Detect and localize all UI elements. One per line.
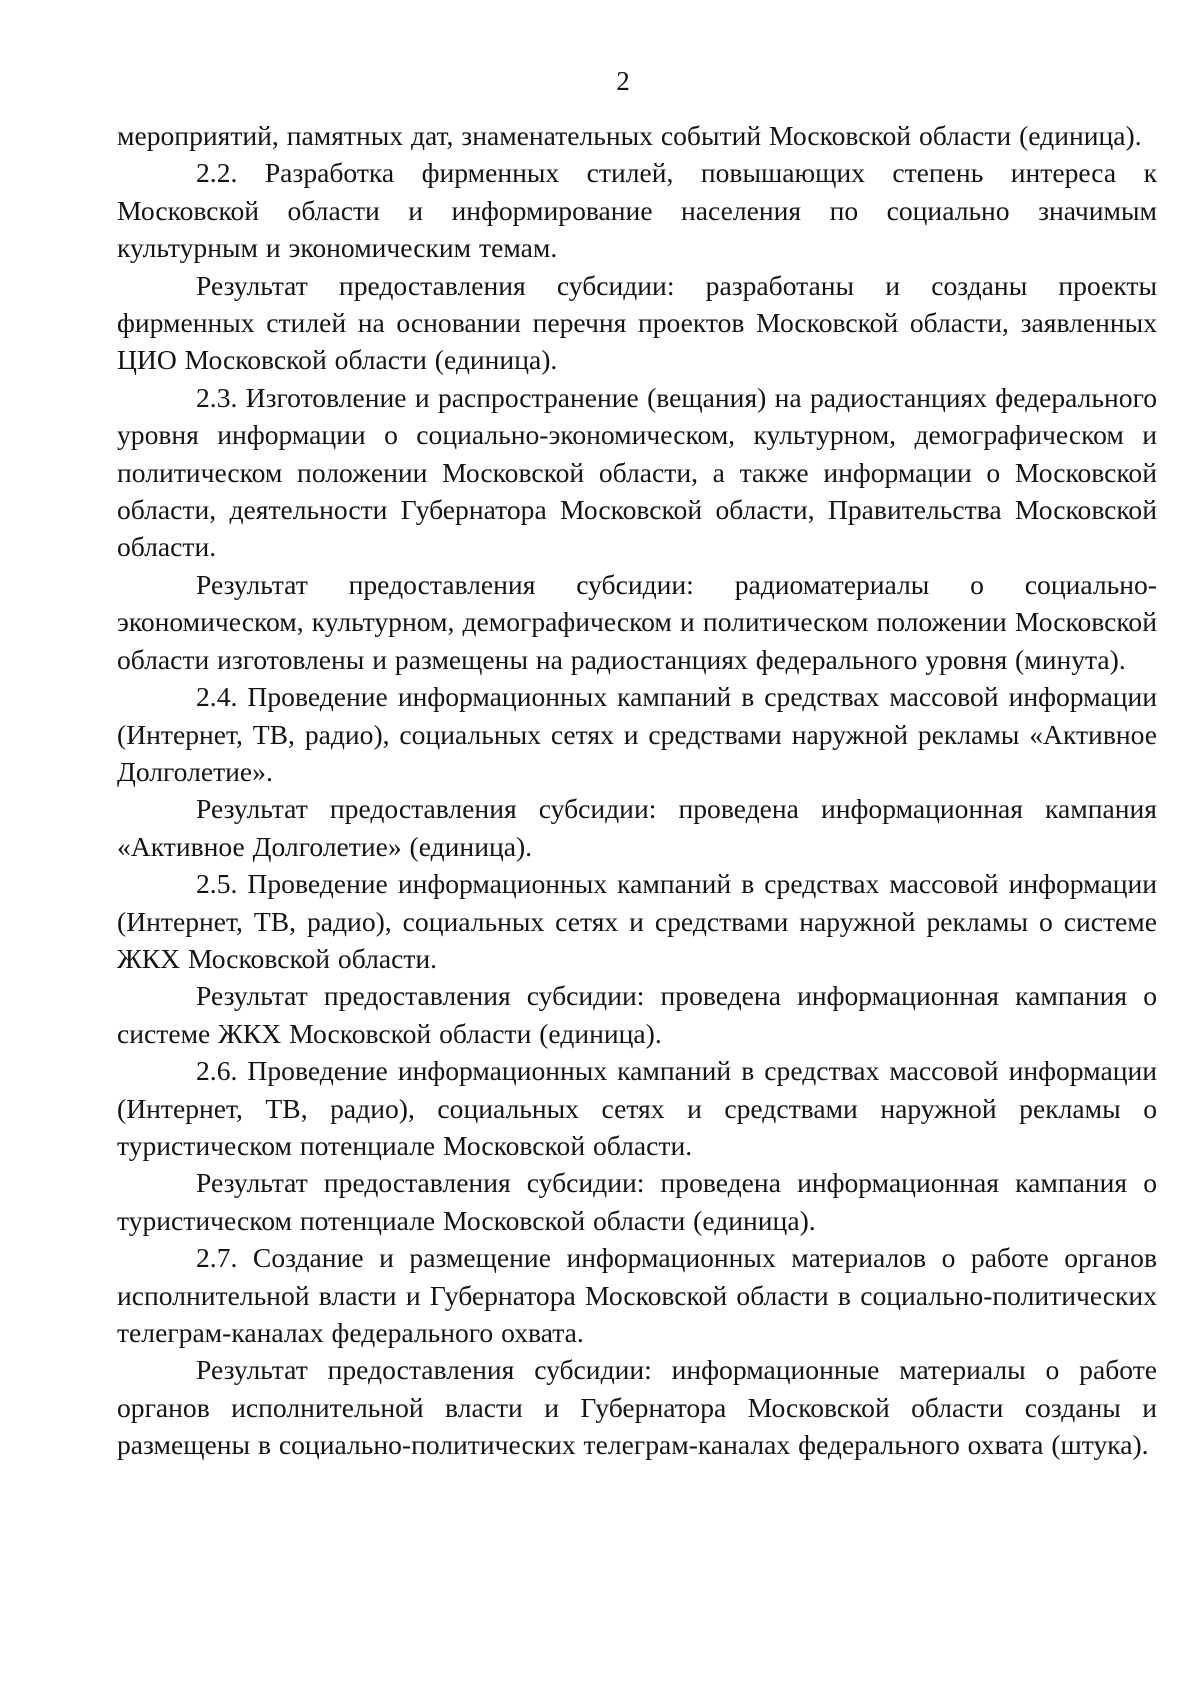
paragraph-item-2-3: 2.3. Изготовление и распространение (вещания) на радиостанциях федерального уровня информации о социально-экономическом, культурном, демографическом и политическом положении Московской области, а также информации о Московской области, деятельности Губернатора Московской области, Правительства Московской области. — [117, 381, 1157, 563]
page-number: 2 — [616, 66, 630, 96]
paragraph-result-2-5: Результат предоставления субсидии: проведена информационная кампания о системе ЖКХ Московской области (единица). — [117, 980, 1157, 1049]
paragraph-item-2-6: 2.6. Проведение информационных кампаний в средствах массовой информации (Интернет, ТВ, радио), социальных сетях и средствами наружной рекламы о туристическом потенциале Московской области. — [117, 1055, 1157, 1161]
paragraph-result-2-3: Результат предоставления субсидии: радиоматериалы о социально-экономическом, культурном, демографическом и политическом положении Московской области изготовлены и размещены на радиостанциях федерального уровня (минута). — [117, 568, 1157, 675]
paragraph-item-2-4: 2.4. Проведение информационных кампаний в средствах массовой информации (Интернет, ТВ, радио), социальных сетях и средствами наружной рекламы «Активное Долголетие». — [117, 681, 1157, 787]
paragraph-item-2-5: 2.5. Проведение информационных кампаний в средствах массовой информации (Интернет, ТВ, радио), социальных сетях и средствами наружной рекламы о системе ЖКХ Московской области. — [117, 868, 1157, 974]
paragraph-item-2-7: 2.7. Создание и размещение информационных материалов о работе органов исполнительной власти и Губернатора Московской области в социально-политических телеграм-каналах федерального охвата. — [117, 1242, 1157, 1348]
paragraph-continuation: мероприятий, памятных дат, знаменательных событий Московской области (единица). — [117, 120, 1142, 151]
paragraph-result-2-6: Результат предоставления субсидии: проведена информационная кампания о туристическом потенциале Московской области (единица). — [117, 1167, 1157, 1236]
document-body — [117, 117, 1157, 1464]
paragraph-result-2-4: Результат предоставления субсидии: проведена информационная кампания «Активное Долголетие» (единица). — [117, 793, 1157, 862]
paragraph-item-2-2: 2.2. Разработка фирменных стилей, повышающих степень интереса к Московской области и информирование населения по социально значимым культурным и экономическим темам. — [117, 157, 1157, 264]
paragraph-result-2-7: Результат предоставления субсидии: информационные материалы о работе органов исполнительной власти и Губернатора Московской области созданы и размещены в социально-политических телеграм-каналах федерального охвата (штука). — [117, 1354, 1157, 1461]
paragraph-result-2-2: Результат предоставления субсидии: разработаны и созданы проекты фирменных стилей на основании перечня проектов Московской области, заявленных ЦИО Московской области (единица). — [117, 269, 1157, 376]
